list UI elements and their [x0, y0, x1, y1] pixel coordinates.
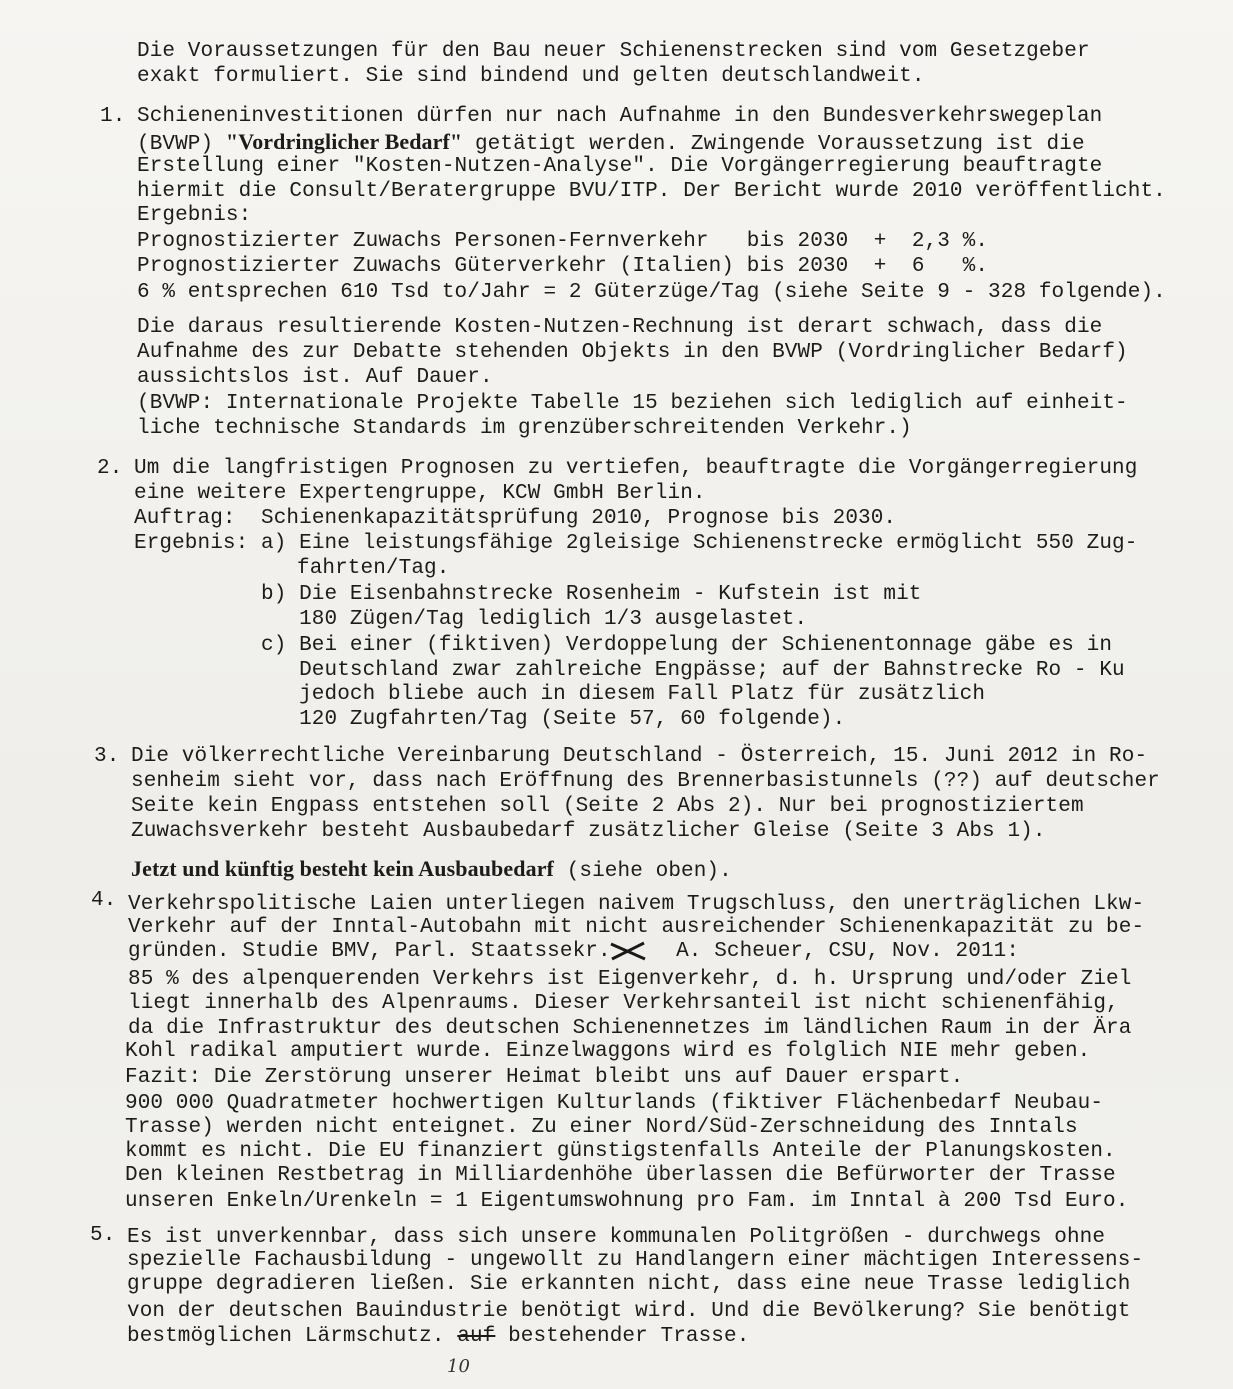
item4-line: 85 % des alpenquerenden Verkehrs ist Eigenverkehr, d. h. Ursprung und/oder Ziel: [128, 968, 1132, 991]
item2-subline: jedoch bliebe auch in diesem Fall Platz für zusätzlich: [261, 683, 986, 706]
item1-text: (BVWP): [137, 133, 226, 156]
item4-line: Verkehrspolitische Laien unterliegen naivem Trugschluss, den unerträglichen Lkw-: [128, 893, 1145, 916]
item2-subline: 120 Zugfahrten/Tag (Seite 57, 60 folgende).: [261, 708, 846, 731]
item1-line: (BVWP: Internationale Projekte Tabelle 15 beziehen sich lediglich auf einheit-: [137, 392, 1128, 415]
item3-line: Zuwachsverkehr besteht Ausbaubedarf zusätzlicher Gleise (Seite 3 Abs 1).: [131, 820, 1046, 843]
item1-line: Prognostizierter Zuwachs Güterverkehr (Italien) bis 2030 + 6 %.: [137, 255, 989, 278]
item4-text: A. Scheuer, CSU, Nov. 2011:: [676, 940, 1020, 963]
item3-line: Seite kein Engpass entstehen soll (Seite 2 Abs 2). Nur bei prognostiziertem: [131, 795, 1084, 818]
item5-line: gruppe degradieren ließen. Sie erkannten nicht, dass eine neue Trasse lediglich: [127, 1273, 1131, 1296]
item2-line: Um die langfristigen Prognosen zu vertiefen, beauftragte die Vorgängerregierung: [134, 457, 1138, 480]
item3-bold-text: Jetzt und künftig besteht kein Ausbaubedarf: [131, 856, 554, 881]
item1-line: Ergebnis:: [137, 204, 252, 227]
item5-line: [127, 1325, 749, 1349]
item-number: 1.: [100, 105, 126, 128]
item-number: 4.: [91, 889, 117, 912]
item1-line: Schieneninvestitionen dürfen nur nach Aufnahme in den Bundesverkehrswegeplan: [137, 105, 1103, 128]
item1-line: Aufnahme des zur Debatte stehenden Objekts in den BVWP (Vordringlicher Bedarf): [137, 341, 1128, 364]
item4-text: gründen. Studie BMV, Parl. Staatssekr.: [128, 940, 624, 963]
item4-line: 900 000 Quadratmeter hochwertigen Kulturlands (fiktiver Flächenbedarf Neubau-: [125, 1092, 1104, 1115]
item1-line: Prognostizierter Zuwachs Personen-Fernverkehr bis 2030 + 2,3 %.: [137, 230, 989, 253]
item5-text: bestehender Trasse.: [495, 1325, 750, 1348]
item4-line: Kohl radikal amputiert wurde. Einzelwaggons wird es folglich NIE mehr geben.: [125, 1040, 1091, 1063]
item1-line: Die daraus resultierende Kosten-Nutzen-Rechnung ist derart schwach, dass die: [137, 316, 1103, 339]
item4-line: [128, 940, 1019, 964]
item2-line: Ergebnis: a) Eine leistungsfähige 2gleisige Schienenstrecke ermöglicht 550 Zug-: [134, 532, 1138, 555]
item1-line: aussichtslos ist. Auf Dauer.: [137, 366, 493, 389]
item3-text: (siehe oben).: [554, 860, 732, 883]
item1-line: hiermit die Consult/Beratergruppe BVU/ITP. Der Bericht wurde 2010 veröffentlicht.: [137, 180, 1166, 203]
item3-conclusion: [131, 857, 732, 884]
item4-line: unseren Enkeln/Urenkeln = 1 Eigentumswohnung pro Fam. im Inntal à 200 Tsd Euro.: [125, 1190, 1129, 1213]
item1-line: liche technische Standards im grenzüberschreitenden Verkehr.): [137, 417, 912, 440]
intro-line: exakt formuliert. Sie sind bindend und gelten deutschlandweit.: [137, 65, 925, 88]
item5-line: spezielle Fachausbildung - ungewollt zu Handlangern einer mächtigen Interessens-: [127, 1249, 1144, 1272]
item-number: 5.: [90, 1224, 116, 1247]
item4-line: Verkehr auf der Inntal-Autobahn mit nicht ausreichender Schienenkapazität zu be-: [128, 916, 1145, 939]
item2-subline: c) Bei einer (fiktiven) Verdoppelung der Schienentonnage gäbe es in: [261, 634, 1113, 657]
item4-line: Trasse) werden nicht enteignet. Zu einer Nord/Süd-Zerschneidung des Inntals: [125, 1116, 1078, 1139]
item2-subline: Deutschland zwar zahlreiche Engpässe; auf der Bahnstrecke Ro - Ku: [261, 659, 1125, 682]
item4-line: kommt es nicht. Die EU finanziert günstigstenfalls Anteile der Planungskosten.: [125, 1140, 1116, 1163]
item3-line: senheim sieht vor, dass nach Eröffnung des Brennerbasistunnels (??) auf deutscher: [131, 770, 1160, 793]
struck-word: auf: [457, 1325, 496, 1348]
item4-line: Den kleinen Restbetrag in Milliardenhöhe überlassen die Befürworter der Trasse: [125, 1164, 1116, 1187]
item2-line: Auftrag: Schienenkapazitätsprüfung 2010, Prognose bis 2030.: [134, 507, 897, 530]
item2-subline: b) Die Eisenbahnstrecke Rosenheim - Kufstein ist mit: [261, 583, 922, 606]
item-number: 3.: [94, 745, 120, 768]
item-number: 2.: [97, 457, 123, 480]
item5-line: von der deutschen Bauindustrie benötigt wird. Und die Bevölkerung? Sie benötigt: [127, 1300, 1131, 1323]
item5-text: bestmöglichen Lärmschutz.: [127, 1325, 458, 1348]
item1-line: 6 % entsprechen 610 Tsd to/Jahr = 2 Güterzüge/Tag (siehe Seite 9 - 328 folgende).: [137, 281, 1166, 304]
item5-line: Es ist unverkennbar, dass sich unsere kommunalen Politgrößen - durchwegs ohne: [127, 1226, 1106, 1249]
item2-subline: fahrten/Tag.: [297, 557, 450, 580]
item1-line: Erstellung einer "Kosten-Nutzen-Analyse". Die Vorgängerregierung beauftragte: [137, 155, 1103, 178]
intro-line: Die Voraussetzungen für den Bau neuer Schienenstrecken sind vom Gesetzgeber: [137, 40, 1090, 63]
item2-subline: 180 Zügen/Tag lediglich 1/3 ausgelastet.: [261, 608, 808, 631]
page-number: 10: [447, 1356, 470, 1377]
item4-line: liegt innerhalb des Alpenraums. Dieser Verkehrsanteil ist nicht schienenfähig,: [128, 992, 1119, 1015]
item4-line: Fazit: Die Zerstörung unserer Heimat bleibt uns auf Dauer erspart.: [125, 1066, 964, 1089]
item1-bold-text: "Vordringlicher Bedarf": [225, 129, 463, 154]
item1-text: getätigt werden. Zwingende Voraussetzung ist die: [462, 133, 1085, 156]
handwritten-cross-icon: [608, 940, 648, 962]
item4-line: da die Infrastruktur des deutschen Schienennetzes im ländlichen Raum in der Ära: [128, 1017, 1132, 1040]
item3-line: Die völkerrechtliche Vereinbarung Deutschland - Österreich, 15. Juni 2012 in Ro-: [131, 745, 1148, 768]
item1-line: [137, 130, 1085, 157]
item2-line: eine weitere Expertengruppe, KCW GmbH Berlin.: [134, 482, 706, 505]
